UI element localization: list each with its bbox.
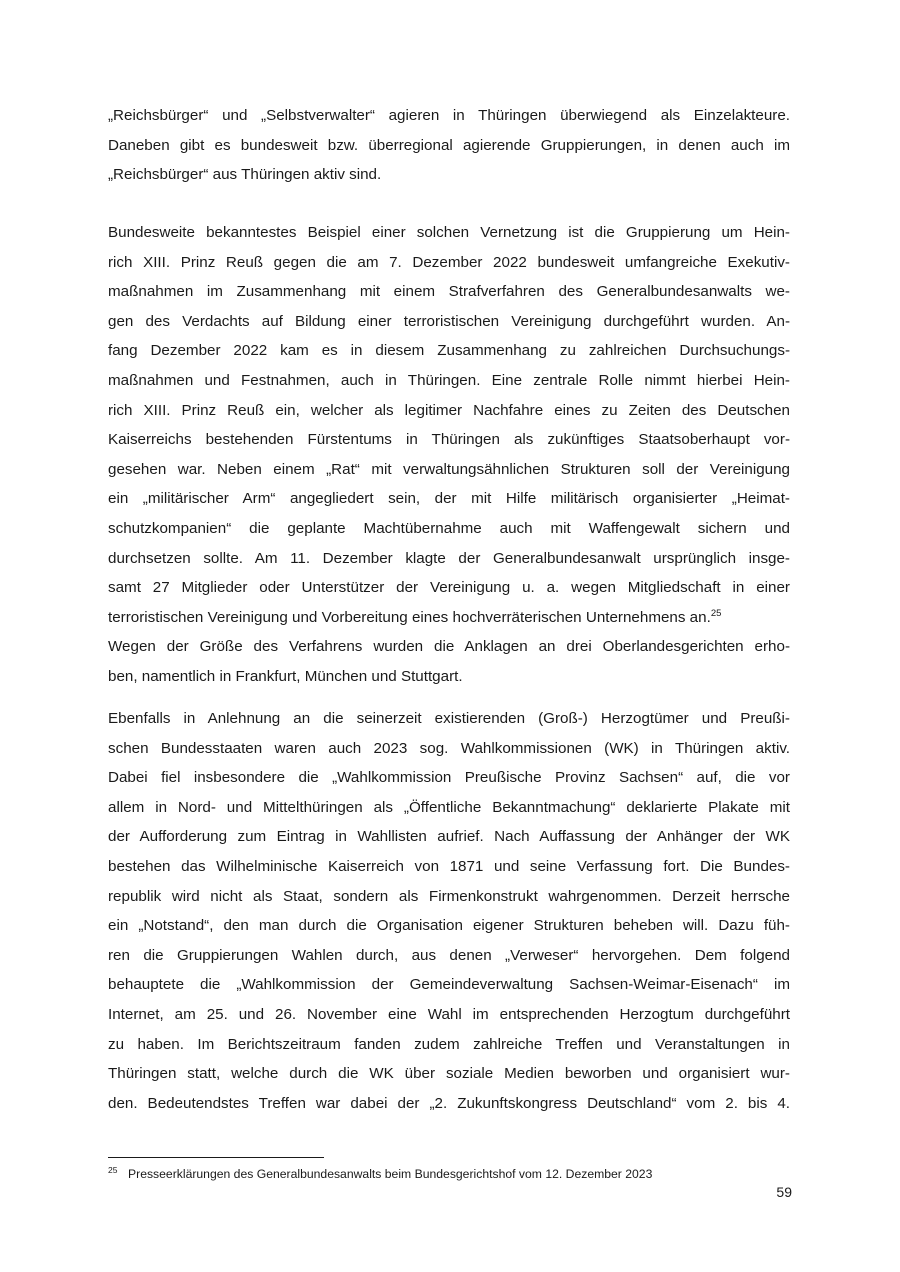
footnote-text: Presseerklärungen des Generalbundesanwalts beim Bundesgerichtshof vom 12. Dezember 2023 <box>128 1167 653 1181</box>
text-line: durchsetzen sollte. Am 11. Dezember klagte der Generalbundesanwalt ursprünglich insge- <box>108 549 790 567</box>
footnote-divider <box>108 1157 324 1158</box>
text-line: bestehen das Wilhelminische Kaiserreich von 1871 und seine Verfassung fort. Die Bundes- <box>108 857 790 875</box>
text-line: ren die Gruppierungen Wahlen durch, aus denen „Verweser“ hervorgehen. Dem folgend <box>108 946 790 964</box>
text-line: maßnahmen im Zusammenhang mit einem Strafverfahren des Generalbundesanwalts we- <box>108 283 790 301</box>
text-line: den. Bedeutendstes Treffen war dabei der „2. Zukunftskongress Deutschland“ vom 2. bis 4. <box>108 1094 790 1112</box>
text-line: schutzkompanien“ die geplante Machtübernahme auch mit Waffengewalt sichern und <box>108 519 790 537</box>
text-line: maßnahmen und Festnahmen, auch in Thüringen. Eine zentrale Rolle nimmt hierbei Hein- <box>108 371 790 389</box>
text-line: rich XIII. Prinz Reuß ein, welcher als legitimer Nachfahre eines zu Zeiten des Deutschen <box>108 401 790 419</box>
footnote: 25 Presseerklärungen des Generalbundesanwalts beim Bundesgerichtshof vom 12. Dezember 2023 <box>108 1164 653 1181</box>
text-line: Wegen der Größe des Verfahrens wurden die Anklagen an drei Oberlandesgerichten erho- <box>108 638 790 656</box>
paragraph-prinz-reuss <box>108 218 790 692</box>
text-line: Dabei fiel insbesondere die „Wahlkommission Preußische Provinz Sachsen“ auf, die vor <box>108 769 790 787</box>
text-line: Bundesweite bekanntestes Beispiel einer solchen Vernetzung ist die Gruppierung um Hein- <box>108 224 790 241</box>
text-line: ein „militärischer Arm“ angegliedert sein, der mit Hilfe militärisch organisierter „Heimat- <box>108 490 790 508</box>
text-line: „Reichsbürger“ und „Selbstverwalter“ agieren in Thüringen überwiegend als Einzelakteure. <box>108 107 790 124</box>
text-line: rich XIII. Prinz Reuß gegen die am 7. Dezember 2022 bundesweit umfangreiche Exekutiv- <box>108 253 790 271</box>
text-line: „Reichsbürger“ aus Thüringen aktiv sind. <box>108 166 382 184</box>
paragraph-wahlkommissionen <box>108 704 790 1118</box>
text-line-with-footnote-ref <box>108 603 790 633</box>
text-line: schen Bundesstaaten waren auch 2023 sog. Wahlkommissionen (WK) in Thüringen aktiv. <box>108 739 790 757</box>
text-line: der Aufforderung zum Eintrag in Wahllisten aufrief. Nach Auffassung der Anhänger der WK <box>108 828 790 846</box>
text-line: Daneben gibt es bundesweit bzw. überregional agierende Gruppierungen, in denen auch im <box>108 136 790 154</box>
text-line: gesehen war. Neben einem „Rat“ mit verwaltungsähnlichen Strukturen soll der Vereinigung <box>108 460 790 478</box>
text-line: Kaiserreichs bestehenden Fürstentums in Thüringen als zukünftiges Staatsoberhaupt vor- <box>108 431 790 449</box>
text-line: Thüringen statt, welche durch die WK über soziale Medien beworben und organisiert wur- <box>108 1065 790 1083</box>
text-line: ein „Notstand“, den man durch die Organisation eigener Strukturen beheben will. Dazu füh- <box>108 917 790 935</box>
text-line: samt 27 Mitglieder oder Unterstützer der Vereinigung u. a. wegen Mitgliedschaft in einer <box>108 579 790 597</box>
paragraph-reichsbuerger-einzelakteure <box>108 101 790 190</box>
text-line: republik wird nicht als Staat, sondern als Firmenkonstrukt wahrgenommen. Derzeit herrsche <box>108 887 790 905</box>
text-line-content: terroristischen Vereinigung und Vorbereitung eines hochverräterischen Unternehmens an. <box>108 608 711 626</box>
text-line: zu haben. Im Berichtszeitraum fanden zudem zahlreiche Treffen und Veranstaltungen in <box>108 1035 790 1053</box>
text-line: allem in Nord- und Mittelthüringen als „Öffentliche Bekanntmachung“ deklarierte Plakate mit <box>108 798 790 816</box>
text-line: fang Dezember 2022 kam es in diesem Zusammenhang zu zahlreichen Durchsuchungs- <box>108 342 790 360</box>
text-line: Ebenfalls in Anlehnung an die seinerzeit existierenden (Groß-) Herzogtümer und Preußi- <box>108 710 790 727</box>
footnote-reference[interactable]: 25 <box>710 607 722 619</box>
text-line: Internet, am 25. und 26. November eine Wahl im entsprechenden Herzogtum durchgeführt <box>108 1005 790 1023</box>
text-line: ben, namentlich in Frankfurt, München und Stuttgart. <box>108 667 463 685</box>
text-line: gen des Verdachts auf Bildung einer terroristischen Vereinigung durchgeführt wurden. An- <box>108 312 790 330</box>
text-line: behauptete die „Wahlkommission der Gemeindeverwaltung Sachsen-Weimar-Eisenach“ im <box>108 976 790 994</box>
page-number: 59 <box>776 1184 792 1200</box>
